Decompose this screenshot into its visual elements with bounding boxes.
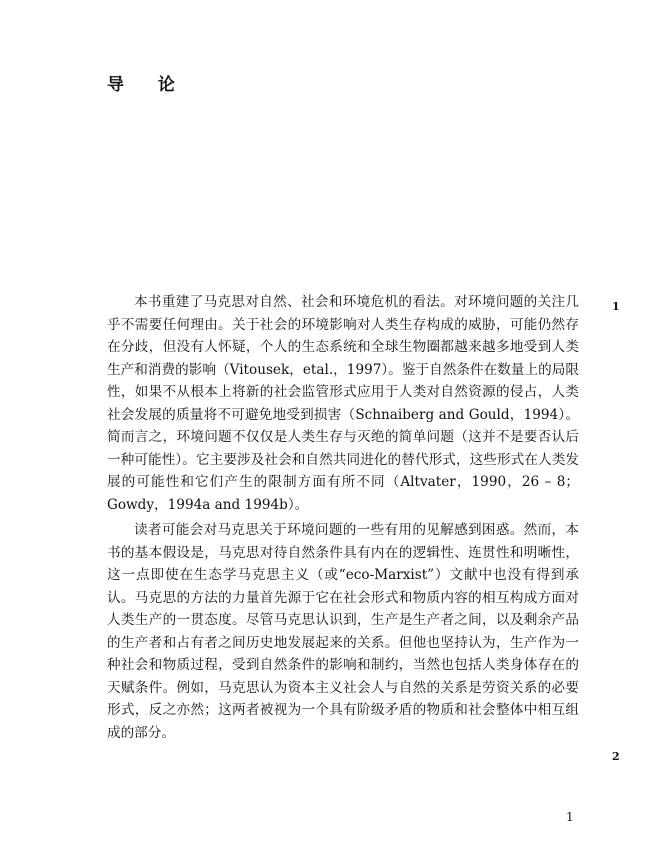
paragraph-2: 读者可能会对马克思关于环境问题的一些有用的见解感到困惑。然而，本书的基本假设是，马克思对待自然条件具有内在的逻辑性、连贯性和明晰性，这一点即使在生态学马克思主义（或“eco-Marxist”）文献中也没有得到承认。马克思的方法的力量首先源于它在社会形式和物质内容的相互构成方面对人类生产的一贯态度。尽管马克思认识到，生产是生产者之间，以及剩余产品的生产者和占有者之间历史地发展起来的关系。但他也坚持认为，生产作为一种社会和物质过程，受到自然条件的影响和制约，当然也包括人类身体存在的天赋条件。例如，马克思认为资本主义社会人与自然的关系是劳资关系的必要形式，反之亦然；这两者被视为一个具有阶级矛盾的物质和社会整体中相互组成的部分。 [107,522,579,741]
page-number: 1 [566,810,574,824]
page-title: 导 论 [107,75,189,95]
paragraph-1: 本书重建了马克思对自然、社会和环境危机的看法。对环境问题的关注几乎不需要任何理由。关于社会的环境影响对人类生存构成的威胁，可能仍然存在分歧，但没有人怀疑，个人的生态系统和全球生物圈都越来越多地受到人类生产和消费的影响（Vitousek，etal.，1997）。鉴于自然条件在数量上的局限性，如果不从根本上将新的社会监管形式应用于人类对自然资源的侵占，人类社会发展的质量将不可避免地受到损害（Schnaiberg and Gould，1994）。简而言之，环境问题不仅仅是人类生存与灭绝的简单问题（这并不是要否认后一种可能性）。它主要涉及社会和自然共同进化的替代形式，这些形式在人类发展的可能性和它们产生的限制方面有所不同（Altvater，1990，26 – 8；Gowdy，1994a and 1994b）。 [107,294,579,513]
body-text [107,291,579,744]
margin-number-2: 2 [612,750,620,763]
margin-number-1: 1 [612,300,620,313]
